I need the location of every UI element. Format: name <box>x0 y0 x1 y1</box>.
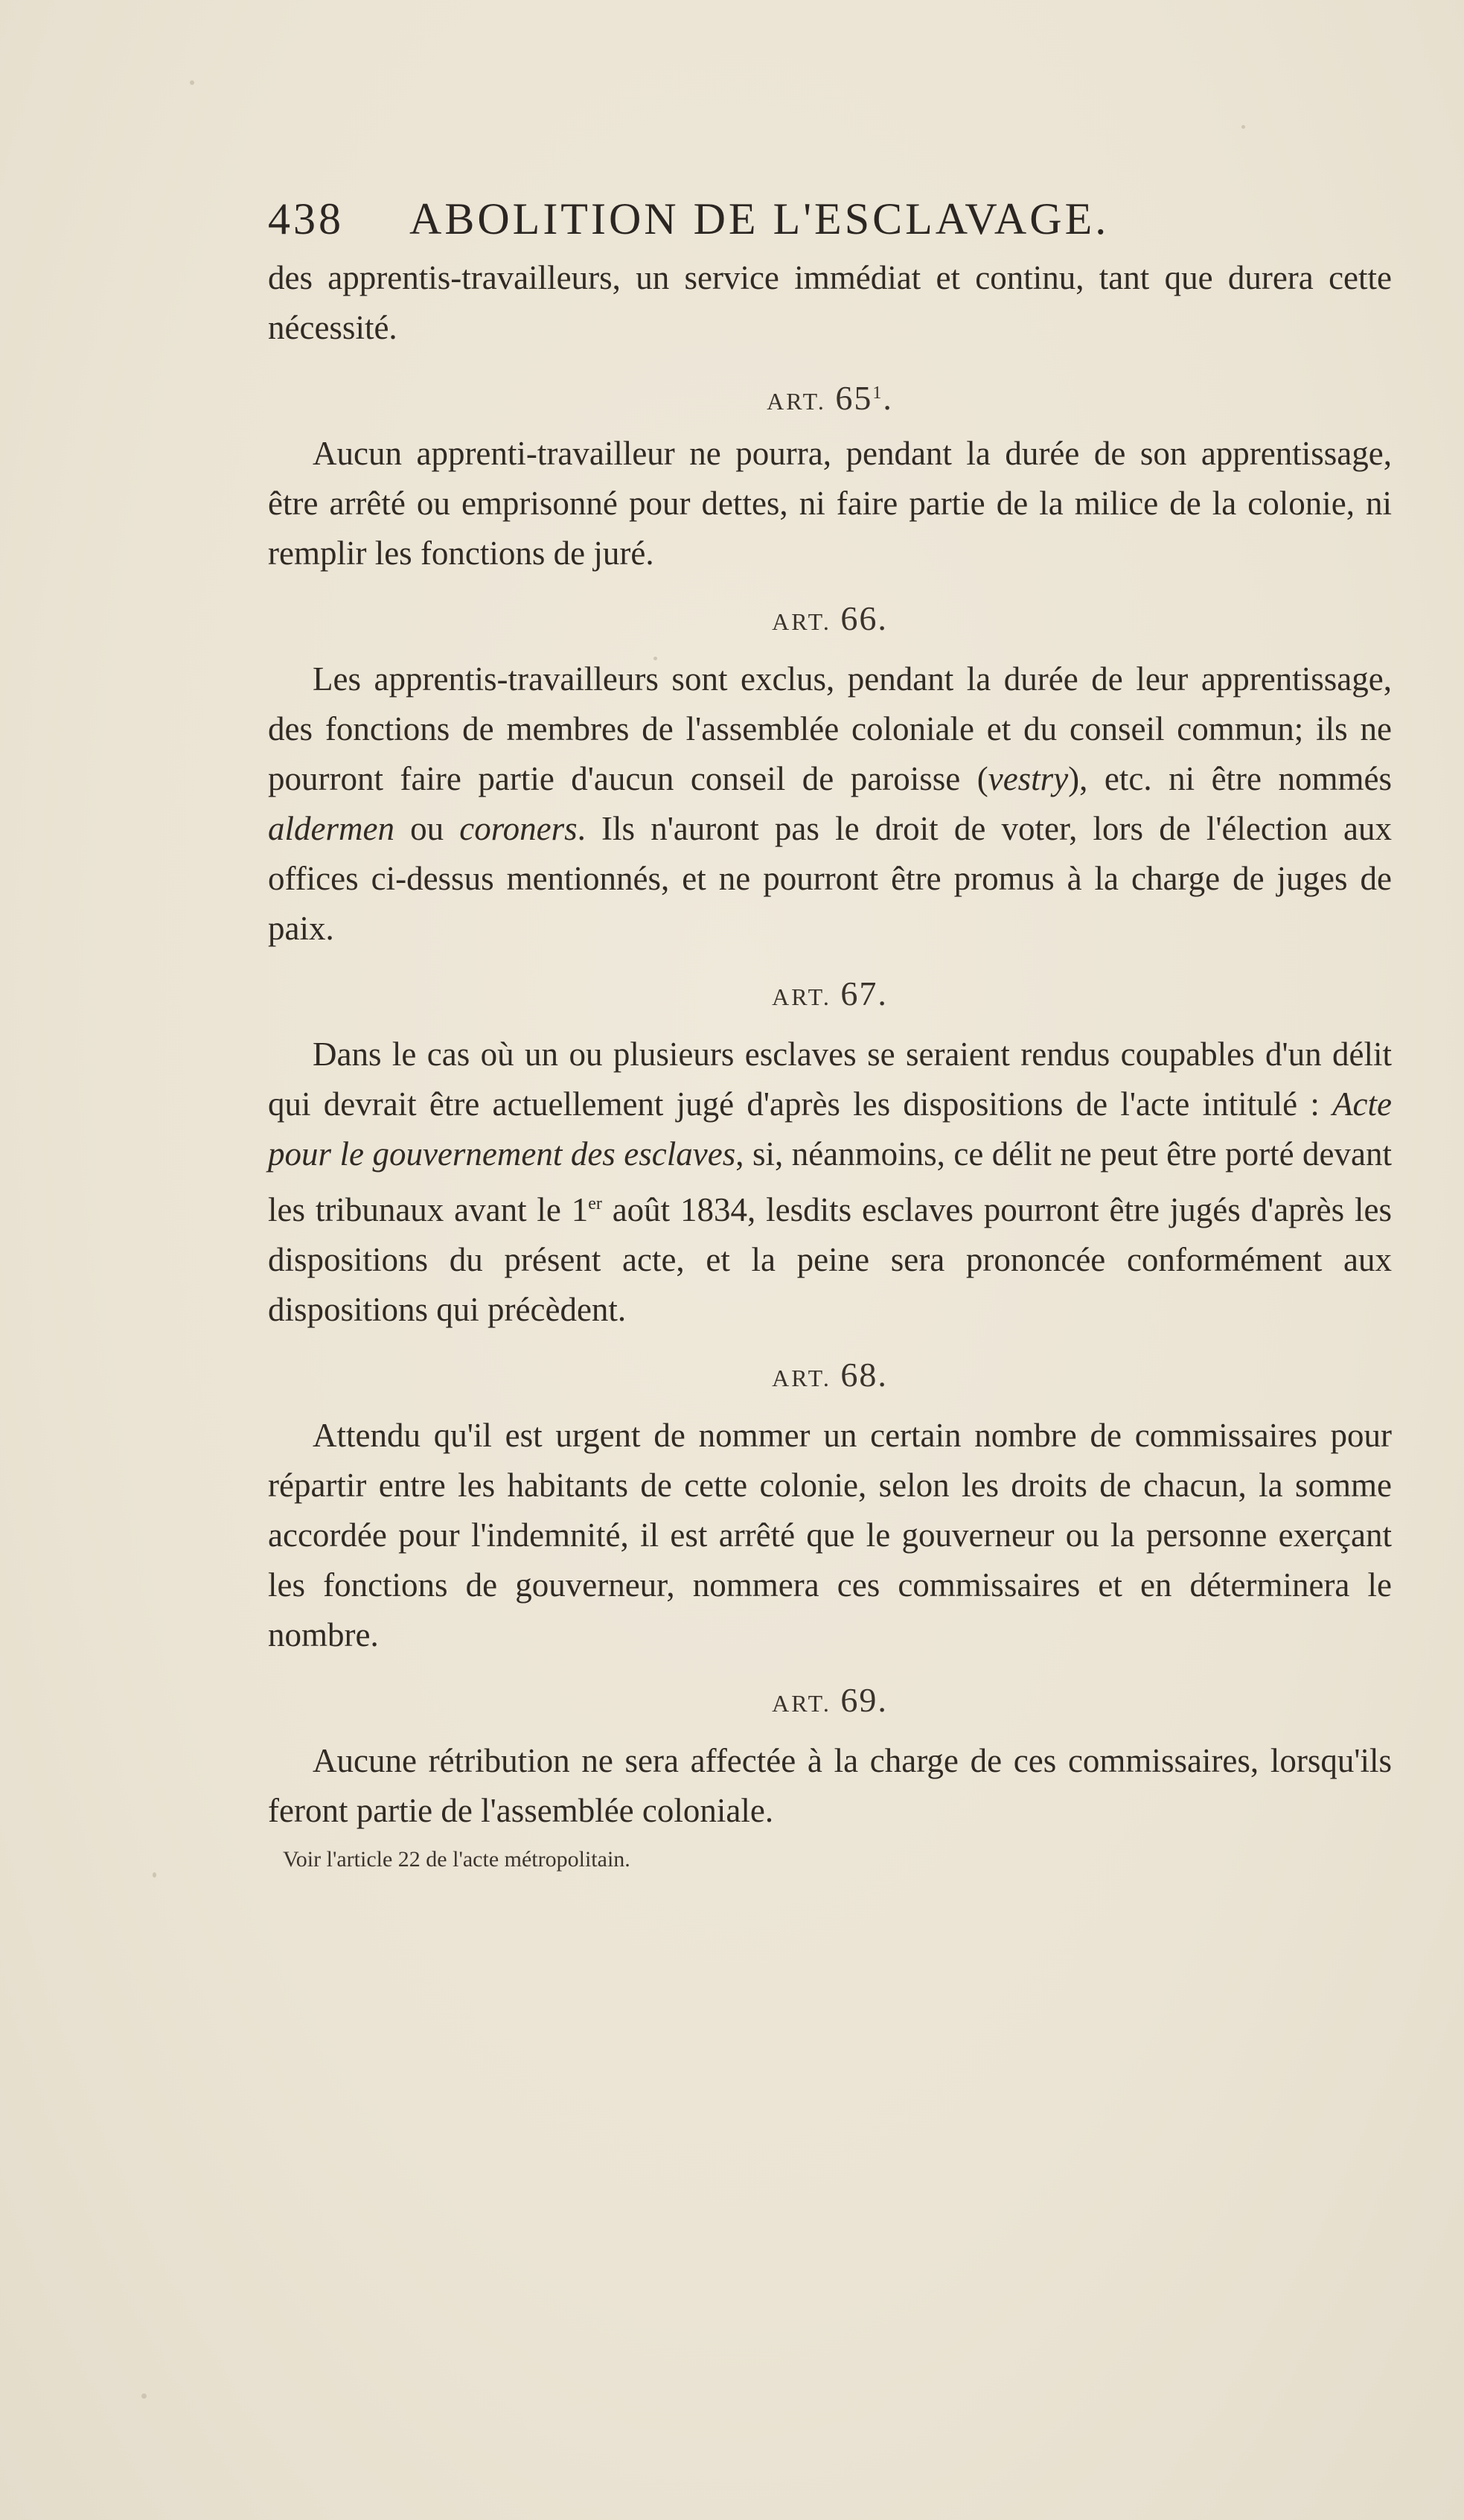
footnote-marker: 1 <box>872 383 883 403</box>
article-heading-67: ART. 67. <box>772 974 888 1012</box>
paper-speck <box>141 2393 147 2399</box>
article-heading-66: ART. 66. <box>772 599 888 637</box>
article-66-text: Les apprentis-travailleurs sont exclus, pendant la durée de leur apprentissage, des fonctions de membres de l'assemblée coloniale et du conseil commun; ils ne pourront faire partie d'aucun conseil de paroisse (vestry), etc. ni être nommés aldermen ou coroners. Ils n'auront pas le droit de voter, lors de l'élection aux offices ci-dessus mentionnés, et ne pourront être promus à la charge de juges de paix. <box>268 660 1393 947</box>
article-heading-65: ART. $65^1$. <box>767 379 893 417</box>
article-heading-68: ART. 68. <box>772 1356 888 1394</box>
paper-speck <box>153 1872 156 1878</box>
article-65-text: Aucun apprenti-travailleur ne pourra, pendant la durée de son apprentissage, être arrêté ou emprisonné pour dettes, ni faire partie de la milice de la colonie, ni remplir les fonctions de juré. <box>268 435 1392 572</box>
paper-speck <box>1241 125 1245 129</box>
continuation-paragraph: des apprentis-travailleurs, un service immédiat et continu, tant que durera cette nécessité. <box>268 259 1392 346</box>
article-heading-69: ART. 69. <box>772 1681 888 1719</box>
page-content <box>268 194 1392 1876</box>
page-number: 438 <box>268 194 344 243</box>
running-title: ABOLITION DE L'ESCLAVAGE. <box>409 194 1110 243</box>
paper-speck <box>190 80 194 85</box>
article-67-text: Dans le cas où un ou plusieurs esclaves se seraient rendus coupables d'un délit qui devrait être actuellement jugé d'après les dispositions de l'acte intitulé : Acte pour le gouvernement des esclaves, si, néanmoins, ce délit ne peut être porté devant les tribunaux avant le 1er août 1834, lesdits esclaves pourront être jugés d'après les dispositions du présent acte, et la peine sera prononcée conformément aux dispositions qui précèdent. <box>268 1036 1392 1328</box>
footnote: Voir l'article 22 de l'acte métropolitain. <box>283 1847 630 1872</box>
body-text <box>268 253 1392 1836</box>
article-68-text: Attendu qu'il est urgent de nommer un certain nombre de commissaires pour répartir entre les habitants de cette colonie, selon les droits de chacun, la somme accordée pour l'indemnité, il est arrêté que le gouverneur ou la personne exerçant les fonctions de gouverneur, nommera ces commissaires et en déterminera le nombre. <box>268 1417 1392 1653</box>
running-head <box>268 194 1392 253</box>
article-69-text: Aucune rétribution ne sera affectée à la charge de ces commissaires, lorsqu'ils feront partie de l'assemblée coloniale. <box>268 1742 1392 1829</box>
